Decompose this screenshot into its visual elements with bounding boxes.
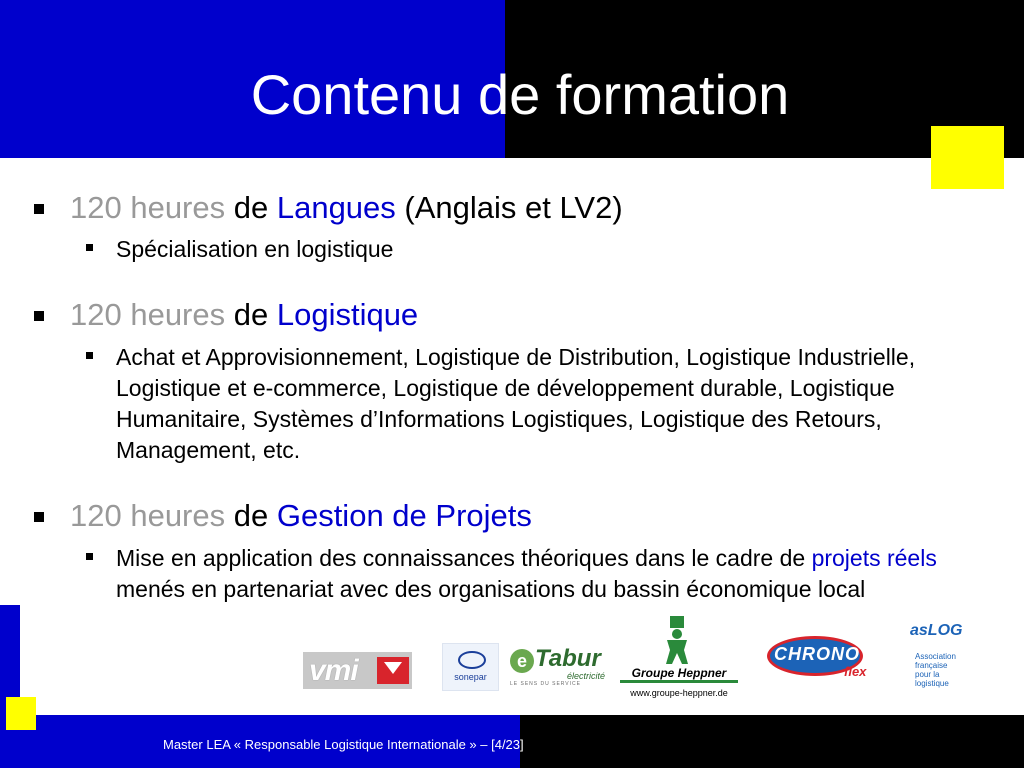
slide-footer: Master LEA « Responsable Logistique Internationale » – [4/23] — [163, 737, 524, 752]
yellow-square-bottom — [6, 697, 36, 730]
bullet-marker — [34, 311, 44, 321]
sub-bullet-text-before: Mise en application des connaissances théoriques dans le cadre de — [116, 545, 812, 571]
hours-label: 120 heures — [70, 498, 226, 533]
chronoflex-logo — [764, 630, 876, 687]
bullet-gestion-projets — [70, 498, 532, 534]
aslog-logo-text: asLOG — [910, 622, 963, 639]
chrono-logo-text: CHRONO — [774, 644, 860, 664]
sub-bullet-highlight: projets réels — [811, 545, 937, 571]
hours-label: 120 heures — [70, 190, 226, 225]
vmi-logo-text: vmi — [309, 654, 358, 687]
sub-bullet-marker — [86, 553, 93, 560]
tabur-logo-sub: électricité — [567, 671, 606, 681]
sub-bullet — [116, 234, 996, 265]
bullet-langues — [70, 190, 623, 226]
sub-bullet-marker — [86, 244, 93, 251]
vmi-logo — [303, 652, 412, 689]
heppner-logo-text: Groupe Heppner — [631, 666, 727, 680]
heppner-logo — [617, 616, 741, 704]
subject-label: Logistique — [276, 297, 419, 332]
bullet-marker — [34, 512, 44, 522]
sonepar-ring-icon — [458, 651, 486, 669]
heppner-url: www.groupe-heppner.de — [630, 688, 728, 698]
sub-bullet-marker — [86, 352, 93, 359]
heppner-figure-icon — [662, 616, 692, 664]
heppner-bar — [620, 680, 738, 683]
aslog-logo — [905, 622, 965, 694]
vmi-logo-arrow — [384, 662, 402, 674]
slide-title: Contenu de formation — [250, 63, 790, 126]
hours-label: 120 heures — [70, 297, 226, 332]
sub-bullet-text: Achat et Approvisionnement, Logistique de Distribution, Logistique Industrielle, Logistique et e-commerce, Logistique de développement durable, Logistique Humanitaire, Systèmes d’Informations Logistiques, Logistique des Retours, Management, etc. — [116, 344, 916, 463]
tabur-logo-text: Tabur — [535, 645, 601, 672]
yellow-square-decoration — [931, 126, 1004, 189]
sonepar-logo-text: sonepar — [454, 672, 487, 682]
sub-bullet-text-after: menés en partenariat avec des organisations du bassin économique local — [116, 576, 866, 602]
tabur-e-icon: e — [510, 649, 534, 673]
sub-bullet — [116, 342, 996, 466]
bullet-de: de — [225, 498, 277, 533]
bullet-de: de — [225, 297, 277, 332]
bullet-marker — [34, 204, 44, 214]
subject-label: Langues — [276, 190, 396, 225]
tabur-tagline: LE SENS DU SERVICE — [510, 681, 581, 687]
aslog-sub-text: Association française pour la logistique — [915, 652, 956, 688]
sub-bullet-text: Spécialisation en logistique — [116, 236, 394, 262]
subject-label: Gestion de Projets — [276, 498, 532, 533]
bullet-logistique — [70, 297, 418, 333]
bullet-extra: (Anglais et LV2) — [395, 190, 623, 225]
tabur-logo — [507, 645, 605, 690]
bullet-de: de — [225, 190, 277, 225]
chrono-flex-text: flex — [844, 664, 867, 679]
sonepar-logo — [442, 643, 499, 691]
sub-bullet — [116, 543, 996, 605]
